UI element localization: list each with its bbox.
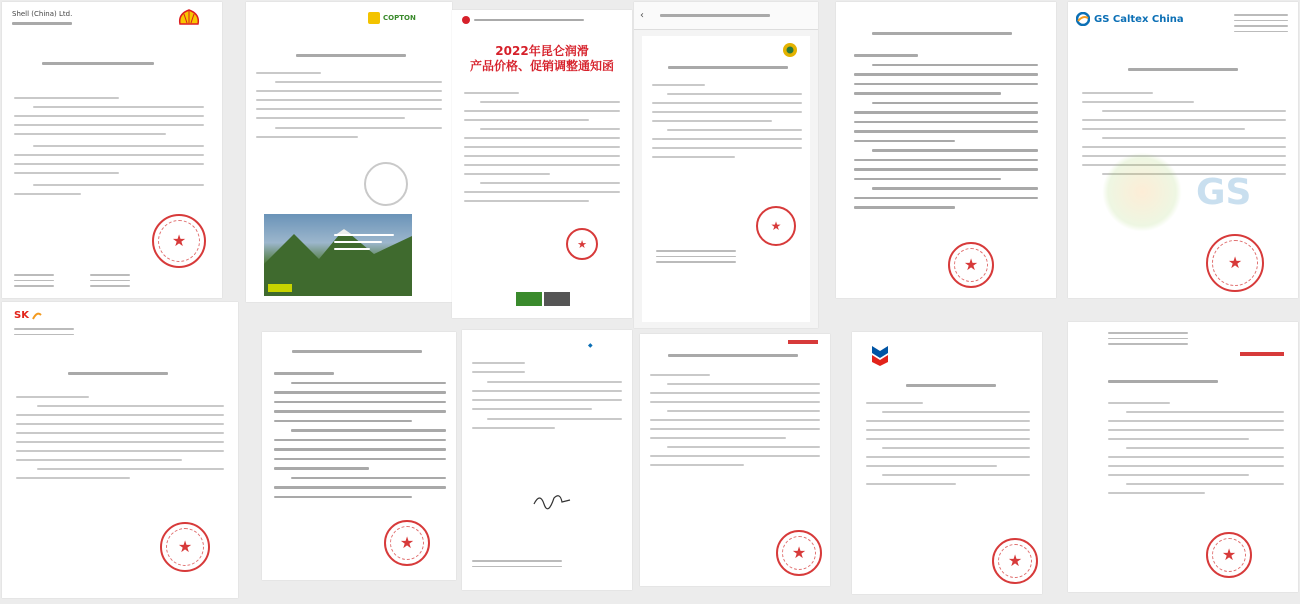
document-kunlun[interactable] <box>452 10 632 318</box>
address-block <box>1234 14 1288 36</box>
document-shell[interactable] <box>2 2 222 298</box>
red-seal <box>152 214 206 268</box>
document-great-wall[interactable] <box>836 2 1056 298</box>
star-icon: ★ <box>399 533 415 552</box>
star-icon: ★ <box>1227 253 1243 272</box>
star-icon: ★ <box>177 537 193 556</box>
back-icon[interactable]: ‹ <box>640 10 644 21</box>
document-body <box>1108 380 1218 390</box>
red-seal <box>566 228 598 260</box>
sk-logo: SK <box>14 310 42 321</box>
document-body <box>14 97 204 202</box>
star-icon: ★ <box>963 255 979 274</box>
document-body <box>256 72 442 145</box>
address-block <box>14 328 74 339</box>
document-body <box>1128 68 1238 78</box>
star-icon: ★ <box>1007 551 1023 570</box>
red-seal <box>384 520 430 566</box>
document-body <box>854 54 1038 216</box>
gs-logo: GS Caltex China <box>1076 12 1184 26</box>
copton-logo: COPTON <box>368 12 416 24</box>
shell-logo <box>178 8 200 26</box>
document-header: Shell (China) Ltd. <box>12 10 73 18</box>
document-body <box>42 62 182 72</box>
document-footer <box>90 274 130 291</box>
document-chevron[interactable] <box>852 332 1042 594</box>
red-seal <box>756 206 796 246</box>
document-body <box>652 84 802 165</box>
document-body <box>906 384 996 394</box>
star-icon: ★ <box>577 237 587 251</box>
red-seal <box>992 538 1038 584</box>
document-header-sub <box>12 19 72 32</box>
document-body <box>866 402 1030 492</box>
petrochina-logo <box>782 42 798 62</box>
document-notice[interactable] <box>640 334 830 586</box>
document-body <box>464 92 620 209</box>
document-footer <box>656 250 736 267</box>
grey-seal <box>364 162 408 206</box>
document-body <box>668 66 788 76</box>
mountain-photo <box>264 214 412 296</box>
lyondellbasell-logo <box>1240 352 1284 356</box>
phone-status-bar <box>634 2 818 30</box>
document-body <box>650 374 820 473</box>
company-logo <box>788 340 818 344</box>
signature <box>532 490 572 514</box>
document-body <box>472 362 622 436</box>
document-body <box>68 372 168 382</box>
qr-codes <box>516 292 570 306</box>
star-icon: ★ <box>791 543 807 562</box>
kunlun-logo <box>462 16 622 24</box>
gs-watermark: GS <box>1196 172 1252 213</box>
red-seal <box>776 530 822 576</box>
document-phone-screenshot[interactable] <box>634 2 818 328</box>
document-body <box>872 32 1012 42</box>
document-body <box>274 372 446 505</box>
document-footer <box>472 560 562 571</box>
star-icon: ★ <box>1221 545 1237 564</box>
document-footer <box>14 274 54 291</box>
document-body <box>668 354 798 364</box>
document-body <box>296 54 406 64</box>
document-vertical-text[interactable] <box>262 332 456 580</box>
address-block <box>1108 332 1188 349</box>
red-seal <box>1206 532 1252 578</box>
document-lyondellbasell[interactable] <box>1068 322 1298 592</box>
chevron-logo <box>870 344 890 370</box>
document-sk[interactable] <box>2 302 238 598</box>
document-infineum[interactable] <box>462 330 632 590</box>
star-icon: ★ <box>171 231 187 250</box>
infineum-logo: ◆ <box>588 342 593 349</box>
document-body <box>292 350 422 360</box>
document-gs-caltex[interactable] <box>1068 2 1298 298</box>
document-body <box>1108 402 1284 501</box>
red-seal <box>1206 234 1264 292</box>
star-icon: ★ <box>770 219 782 233</box>
red-seal <box>160 522 210 572</box>
gs-watermark-swoosh <box>1102 152 1182 232</box>
document-body <box>16 396 224 486</box>
document-copton[interactable] <box>246 2 452 302</box>
document-title: 2022年昆仑润滑 产品价格、促销调整通知函 <box>469 44 614 73</box>
red-seal <box>948 242 994 288</box>
